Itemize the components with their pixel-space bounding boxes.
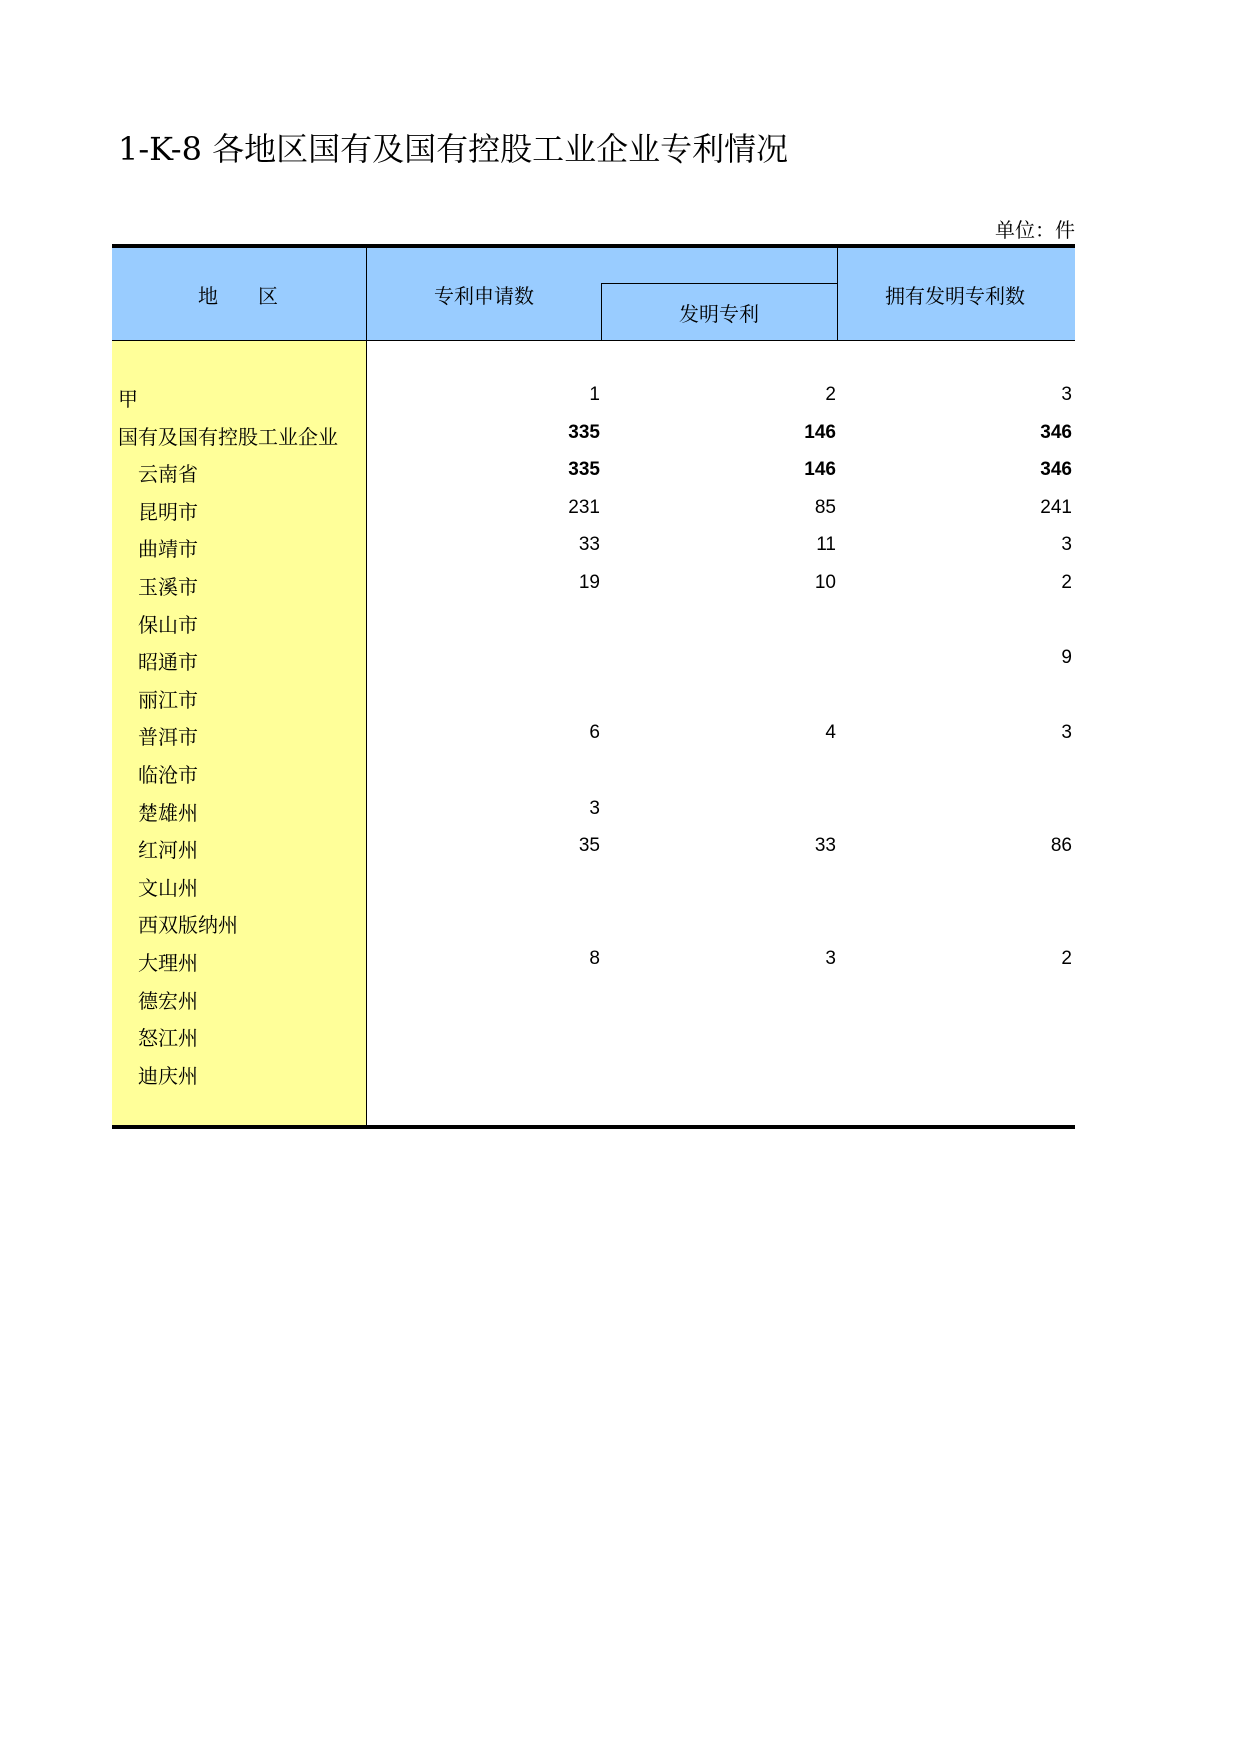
owned-invention-value: 241 (1040, 496, 1072, 518)
owned-invention-value: 2 (1061, 948, 1072, 969)
applications-value: 3 (589, 797, 600, 819)
table-row (112, 830, 1075, 866)
row-label: 大理州 (138, 951, 198, 975)
owned-invention-value: 3 (1061, 534, 1072, 556)
table-row (112, 1056, 1075, 1092)
applications-value: 8 (589, 948, 600, 969)
table-row (112, 567, 1075, 603)
row-label: 文山州 (138, 875, 198, 900)
table-row (112, 529, 1075, 565)
applications-value: 1 (589, 384, 600, 405)
owned-invention-value: 3 (1061, 384, 1072, 405)
applications-value: 335 (568, 421, 600, 443)
applications-value: 6 (589, 722, 600, 744)
table-header (112, 248, 1075, 340)
row-label: 迪庆州 (138, 1063, 198, 1088)
header-applications: 专利申请数 (434, 284, 534, 308)
header-region: 地 区 (198, 284, 278, 308)
owned-invention-value: 2 (1061, 572, 1072, 593)
table-row (112, 717, 1075, 753)
row-label: 曲靖市 (138, 537, 198, 562)
table-row (112, 454, 1075, 490)
row-label: 德宏州 (138, 988, 198, 1013)
header-divider (837, 248, 838, 340)
applications-value: 33 (578, 534, 600, 556)
table-bottom-rule (112, 1125, 1075, 1129)
row-label: 玉溪市 (138, 575, 198, 599)
row-label: 昭通市 (138, 650, 198, 675)
owned-invention-value: 346 (1040, 421, 1072, 443)
row-label: 保山市 (138, 612, 198, 637)
invention-value: 33 (814, 835, 836, 857)
invention-value: 2 (825, 384, 836, 405)
row-label: 红河州 (138, 838, 198, 863)
invention-value: 10 (814, 572, 836, 593)
owned-invention-value: 9 (1061, 647, 1072, 669)
row-label: 临沧市 (138, 763, 198, 787)
invention-value: 3 (825, 948, 836, 969)
row-label: 云南省 (138, 462, 198, 487)
row-label: 怒江州 (138, 1026, 198, 1051)
owned-invention-value: 3 (1061, 722, 1072, 744)
row-label: 昆明市 (138, 499, 198, 524)
applications-value: 35 (578, 835, 600, 857)
owned-invention-value: 86 (1050, 835, 1072, 857)
invention-value: 4 (825, 722, 836, 744)
row-label: 普洱市 (138, 725, 198, 750)
table-row (112, 905, 1075, 941)
table-row (112, 793, 1075, 829)
table-row (112, 417, 1075, 453)
table-row (112, 1018, 1075, 1054)
row-label: 丽江市 (138, 687, 198, 712)
invention-value: 85 (814, 496, 836, 518)
invention-value: 146 (804, 421, 836, 443)
table-row (112, 379, 1075, 415)
table-row (112, 680, 1075, 716)
applications-value: 19 (578, 572, 600, 593)
page-title: 1-K-8 各地区国有及国有控股工业企业专利情况 (118, 130, 789, 168)
applications-value: 231 (568, 496, 600, 518)
header-subrule (601, 283, 837, 284)
header-divider (601, 283, 602, 340)
row-label: 楚雄州 (138, 800, 198, 825)
row-label: 西双版纳州 (138, 913, 238, 938)
invention-value: 11 (816, 534, 836, 556)
table-row (112, 981, 1075, 1017)
table-row (112, 943, 1075, 979)
unit-label: 单位：件 (995, 218, 1075, 242)
table-row (112, 642, 1075, 678)
table-row (112, 492, 1075, 528)
row-label: 甲 (118, 387, 138, 411)
table-row (112, 868, 1075, 904)
applications-value: 335 (568, 459, 600, 481)
header-owned-invention: 拥有发明专利数 (885, 284, 1025, 308)
header-invention: 发明专利 (679, 302, 759, 326)
owned-invention-value: 346 (1040, 459, 1072, 481)
row-label: 国有及国有控股工业企业 (118, 424, 338, 449)
invention-value: 146 (804, 459, 836, 481)
table-row (112, 605, 1075, 641)
table-row (112, 755, 1075, 791)
header-divider (366, 248, 367, 340)
